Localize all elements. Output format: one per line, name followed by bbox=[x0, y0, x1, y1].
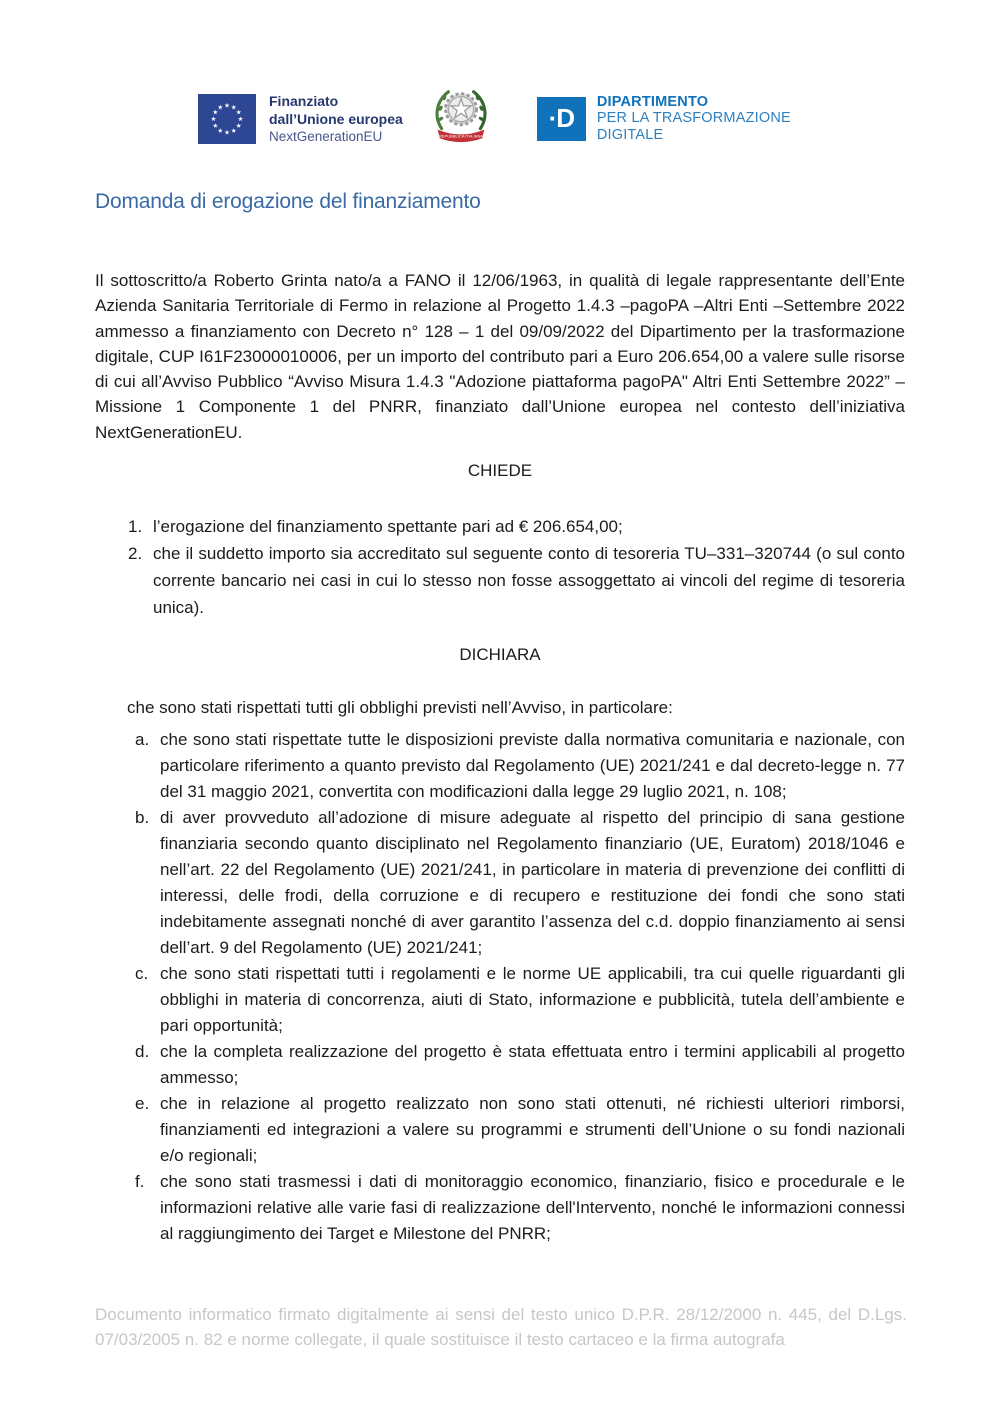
list-item-text: che la completa realizzazione del progetto è stata effettuata entro i termini applicabili al progetto ammesso; bbox=[160, 1042, 905, 1087]
dtd-logo bbox=[537, 94, 791, 144]
dtd-monogram-icon: ·D bbox=[537, 97, 586, 141]
list-marker: 2. bbox=[128, 544, 143, 563]
list-item-text: l’erogazione del finanziamento spettante pari ad € 206.654,00; bbox=[153, 517, 623, 536]
dtd-logo-text bbox=[597, 94, 791, 144]
list-item bbox=[135, 961, 905, 1039]
list-marker: e. bbox=[135, 1094, 150, 1113]
eu-logo-line2: dall’Unione europea bbox=[269, 110, 403, 127]
dichiara-heading: DICHIARA bbox=[459, 645, 541, 664]
list-marker: c. bbox=[135, 964, 149, 983]
list-item bbox=[135, 1169, 905, 1247]
list-marker: 1. bbox=[128, 517, 143, 536]
list-item-text: che sono stati rispettate tutte le disposizioni previste dalla normativa comunitaria e nazionale, con particolare riferimento a quanto previsto dal Regolamento (UE) 2021/241 e dal decreto-legge n. 77 del 31 maggio 2021, convertita con modificazioni dalla legge 29 luglio 2021, n. 108; bbox=[160, 730, 905, 801]
eu-flag-icon bbox=[198, 94, 256, 144]
dtd-logo-line2: PER LA TRASFORMAZIONE bbox=[596, 110, 791, 127]
dichiara-list bbox=[135, 727, 905, 1247]
list-item bbox=[135, 805, 905, 961]
list-item bbox=[128, 513, 905, 540]
list-item-text: che in relazione al progetto realizzato non sono stati ottenuti, né richiesti ulteriori rimborsi, finanziamenti ed integrazioni a valere su programmi e strumenti dell’Unione o su fondi nazionali e/o regionali; bbox=[160, 1094, 905, 1165]
list-item-text: che sono stati rispettati tutti i regolamenti e le norme UE applicabili, tra cui quelle riguardanti gli obblighi in materia di concorrenza, aiuti di Stato, informazione e pubblicità, tutela dell’ambiente e pari opportunità; bbox=[160, 964, 905, 1035]
emblem-ribbon-label: REPUBBLICA ITALIANA bbox=[438, 133, 483, 139]
list-marker: b. bbox=[135, 808, 150, 827]
header-logos bbox=[198, 84, 791, 153]
eu-logo-line3: NextGenerationEU bbox=[269, 128, 383, 144]
page-title: Domanda di erogazione del finanziamento bbox=[95, 190, 481, 213]
chiede-list bbox=[128, 513, 905, 621]
eu-funded-logo bbox=[198, 92, 403, 146]
list-item bbox=[128, 540, 905, 621]
dtd-logo-line3: DIGITALE bbox=[596, 126, 664, 143]
chiede-heading: CHIEDE bbox=[467, 461, 533, 480]
dtd-logo-line1: DIPARTIMENTO bbox=[596, 93, 709, 110]
list-item-text: di aver provveduto all’adozione di misure adeguate al rispetto del principio di sana gestione finanziaria secondo quanto disciplinato nel Regolamento finanziario (UE, Euratom) 2018/1046 e nell’art. 22 del Regolamento (UE) 2021/241, in particolare in materia di prevenzione dei conflitti di interessi, delle frodi, della corruzione e di recupero e restituzione dei fondi che sono stati indebitamente assegnati nonché di aver garantito l’assenza del c.d. doppio finanziamento ai sensi dell’art. 9 del Regolamento (UE) 2021/241; bbox=[160, 808, 905, 957]
list-item bbox=[135, 1091, 905, 1169]
eu-logo-line1: Finanziato bbox=[269, 92, 339, 109]
list-item bbox=[135, 1039, 905, 1091]
dichiara-intro: che sono stati rispettati tutti gli obblighi previsti nell’Avviso, in particolare: bbox=[127, 698, 673, 717]
list-item bbox=[135, 727, 905, 805]
eu-logo-text bbox=[269, 92, 403, 146]
list-marker: a. bbox=[135, 730, 150, 749]
list-item-text: che sono stati trasmessi i dati di monitoraggio economico, finanziario, fisico e procedurale e le informazioni relative alle varie fasi di realizzazione dell'Intervento, nonché le informazioni connessi al raggiungimento dei Target e Milestone del PNRR; bbox=[160, 1172, 905, 1243]
italy-republic-emblem-icon bbox=[430, 84, 492, 153]
intro-paragraph: Il sottoscritto/a Roberto Grinta nato/a a FANO il 12/06/1963, in qualità di legale rappresentante dell’Ente Azienda Sanitaria Territoriale di Fermo in relazione al Progetto 1.4.3 –pagoPA –Altri Enti –Settembre 2022 ammesso a finanziamento con Decreto n° 128 – 1 del 09/09/2022 del Dipartimento per la trasformazione digitale, CUP I61F23000010006, per un importo del contributo pari a Euro 206.654,00 a valere sulle risorse di cui all’Avviso Pubblico “Avviso Misura 1.4.3 "Adozione piattaforma pagoPA" Altri Enti Settembre 2022” – Missione 1 Componente 1 del PNRR, finanziato dall’Unione europea nel contesto dell’iniziativa NextGenerationEU. bbox=[95, 271, 905, 442]
list-marker: f. bbox=[135, 1172, 145, 1191]
list-item-text: che il suddetto importo sia accreditato sul seguente conto di tesoreria TU–331–320744 (o sul conto corrente bancario nei casi in cui lo stesso non fosse assoggettato ai vincoli del regime di tesoreria unica). bbox=[153, 544, 905, 617]
footer-note: Documento informatico firmato digitalmente ai sensi del testo unico D.P.R. 28/12/2000 n. 445, del D.Lgs. 07/03/2005 n. 82 e norme collegate, il quale sostituisce il testo cartaceo e la firma autografa bbox=[95, 1305, 907, 1349]
list-marker: d. bbox=[135, 1042, 150, 1061]
